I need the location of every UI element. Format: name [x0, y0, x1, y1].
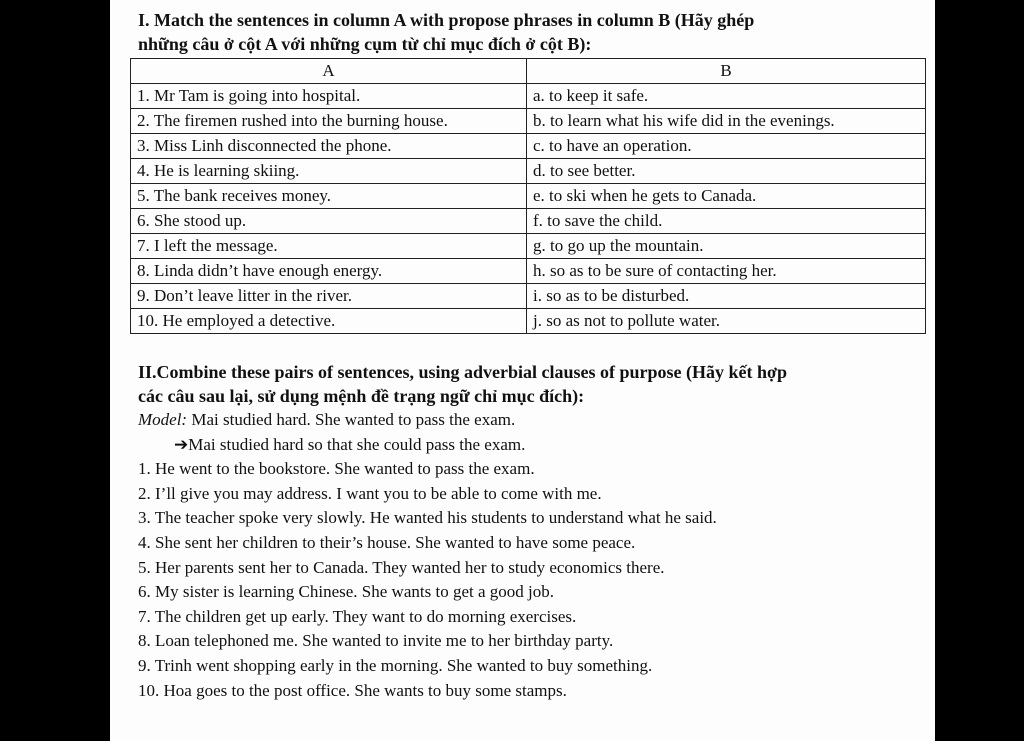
model-answer: ➔Mai studied hard so that she could pass the exam. — [174, 434, 526, 454]
column-b-cell: b. to learn what his wife did in the evenings. — [527, 109, 926, 134]
model-example — [138, 408, 928, 433]
section-2-title-line-2: các câu sau lại, sử dụng mệnh đề trạng ngữ chỉ mục đích): — [138, 386, 585, 406]
matching-table — [130, 58, 926, 334]
column-a-cell: 4. He is learning skiing. — [131, 159, 527, 184]
column-b-header: B — [527, 59, 926, 84]
column-a-header: A — [131, 59, 527, 84]
exercise-item: 7. The children get up early. They want to do morning exercises. — [138, 606, 577, 626]
column-b-cell: h. so as to be sure of contacting her. — [527, 259, 926, 284]
exercise-item: 8. Loan telephoned me. She wanted to invite me to her birthday party. — [138, 631, 614, 651]
exercise-item: 3. The teacher spoke very slowly. He wanted his students to understand what he said. — [138, 508, 717, 528]
exercise-item: 1. He went to the bookstore. She wanted to pass the exam. — [138, 459, 535, 479]
column-a-cell: 1. Mr Tam is going into hospital. — [131, 84, 527, 109]
table-row — [131, 184, 926, 209]
exercise-item: 4. She sent her children to their’s house. She wanted to have some peace. — [138, 532, 636, 552]
column-b-cell: f. to save the child. — [527, 209, 926, 234]
table-row — [131, 309, 926, 334]
column-b-cell: c. to have an operation. — [527, 134, 926, 159]
column-b-cell: e. to ski when he gets to Canada. — [527, 184, 926, 209]
column-b-cell: a. to keep it safe. — [527, 84, 926, 109]
exercise-item: 6. My sister is learning Chinese. She wants to get a good job. — [138, 582, 554, 602]
exercise-item: 2. I’ll give you may address. I want you to be able to come with me. — [138, 483, 602, 503]
table-row — [131, 234, 926, 259]
section-1-title — [138, 8, 928, 56]
table-row — [131, 284, 926, 309]
column-a-cell: 10. He employed a detective. — [131, 309, 527, 334]
table-row — [131, 159, 926, 184]
column-b-cell: j. so as not to pollute water. — [527, 309, 926, 334]
section-1 — [138, 8, 928, 334]
section-2-title — [138, 360, 928, 408]
column-b-cell: d. to see better. — [527, 159, 926, 184]
model-label: Model: — [138, 410, 188, 429]
table-row — [131, 209, 926, 234]
column-a-cell: 5. The bank receives money. — [131, 184, 527, 209]
column-a-cell: 3. Miss Linh disconnected the phone. — [131, 134, 527, 159]
column-a-cell: 9. Don’t leave litter in the river. — [131, 284, 527, 309]
document-content — [138, 8, 928, 703]
section-1-title-line-2: những câu ở cột A với những cụm từ chỉ mục đích ở cột B): — [138, 34, 592, 54]
matching-table-header — [131, 59, 926, 84]
column-a-cell: 6. She stood up. — [131, 209, 527, 234]
column-b-cell: i. so as to be disturbed. — [527, 284, 926, 309]
table-row — [131, 84, 926, 109]
column-a-cell: 2. The firemen rushed into the burning house. — [131, 109, 527, 134]
model-text: Mai studied hard. She wanted to pass the exam. — [187, 410, 516, 429]
column-b-cell: g. to go up the mountain. — [527, 234, 926, 259]
section-2 — [138, 360, 928, 703]
exercise-item: 9. Trinh went shopping early in the morning. She wanted to buy something. — [138, 655, 653, 675]
exercise-item: 10. Hoa goes to the post office. She wants to buy some stamps. — [138, 680, 567, 700]
column-a-cell: 8. Linda didn’t have enough energy. — [131, 259, 527, 284]
exercise-item: 5. Her parents sent her to Canada. They wanted her to study economics there. — [138, 557, 665, 577]
section-1-title-line-1: I. Match the sentences in column A with propose phrases in column B (Hãy ghép — [138, 10, 755, 30]
section-2-title-line-1: II.Combine these pairs of sentences, using adverbial clauses of purpose (Hãy kết hợp — [138, 362, 788, 382]
document-page — [110, 0, 935, 741]
table-row — [131, 134, 926, 159]
column-a-cell: 7. I left the message. — [131, 234, 527, 259]
table-row — [131, 109, 926, 134]
table-row — [131, 259, 926, 284]
